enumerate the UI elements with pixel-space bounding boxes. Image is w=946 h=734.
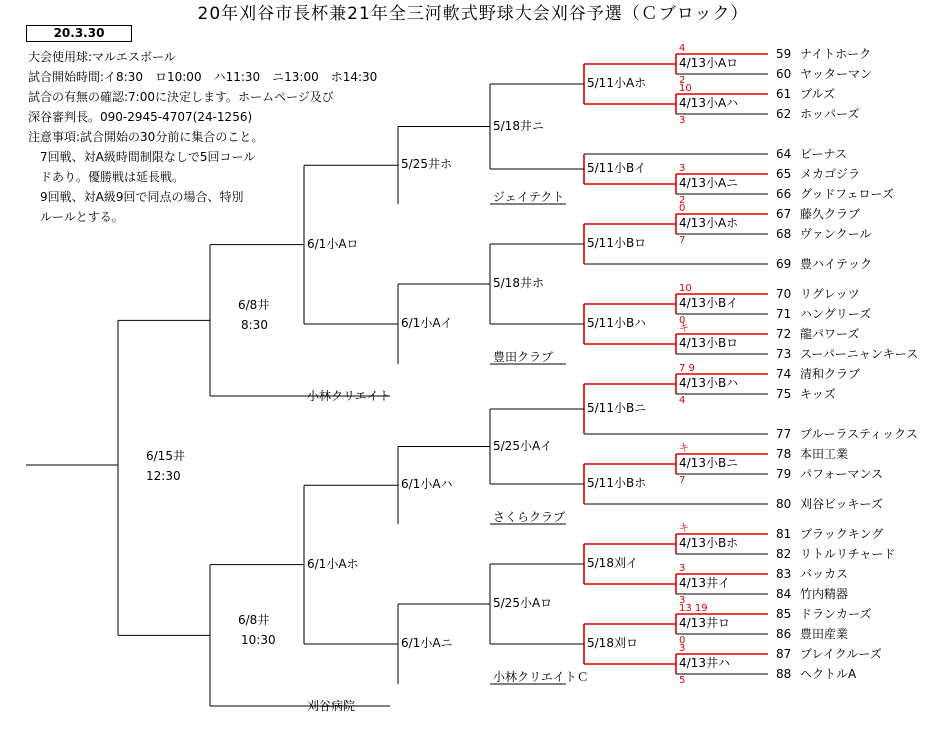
score: 0 (679, 203, 686, 214)
match-time: 10:30 (241, 633, 276, 648)
note-line: 7回戦、対A級時間制限なしで5回コール (28, 150, 256, 164)
match-label: 6/1小Aニ (401, 636, 453, 650)
note-line: 9回戦、対A級9回で同点の場合、特別 (28, 190, 244, 204)
team-name: ヘクトルA (800, 667, 857, 681)
match-label: 5/11小Bニ (587, 401, 647, 415)
team-name: 豊田産業 (800, 627, 849, 641)
team-name: キッズ (800, 387, 836, 401)
score: 0 (679, 315, 686, 326)
team-number: 69 (776, 257, 792, 271)
bye-team: 小林クリエイトＣ (493, 670, 589, 684)
team-name: バッカス (800, 567, 849, 581)
team-number: 72 (776, 327, 792, 341)
team-number: 71 (776, 307, 792, 321)
match-label: 6/8井 (238, 298, 270, 313)
team-name: スーパーニャンキース (800, 347, 919, 361)
team-name: ナイトホーク (800, 47, 872, 61)
team-name: ハングリーズ (800, 307, 872, 321)
note-line: 注意事項:試合開始の30分前に集合のこと。 (28, 130, 264, 144)
team-number: 79 (776, 467, 792, 481)
note-line: ドあり。優勝戦は延長戦。 (28, 170, 185, 184)
team-number: 78 (776, 447, 792, 461)
team-name: ブレイクルーズ (800, 647, 882, 661)
score: 0 (679, 635, 686, 646)
team-name: ブルズ (800, 87, 836, 101)
match-label: 5/11小Aホ (587, 76, 647, 90)
team-name: 清和クラブ (800, 367, 861, 381)
match-label: 6/1小Aロ (307, 236, 359, 251)
team-number: 84 (776, 587, 792, 601)
team-name: 本田工業 (800, 447, 849, 461)
match-label: 4/13小Bホ (679, 536, 739, 550)
team-number: 88 (776, 667, 792, 681)
team-number: 64 (776, 147, 792, 161)
match-time: 8:30 (241, 318, 268, 333)
score: 3 (679, 643, 686, 654)
match-label: 4/13小Aホ (679, 216, 739, 230)
score: キ (679, 523, 689, 534)
team-name: リグレッツ (800, 287, 860, 301)
team-number: 73 (776, 347, 792, 361)
note-line: 大会使用球:マルエスボール (28, 50, 176, 64)
team-name: 豊ハイテック (800, 257, 873, 271)
match-label: 4/13井イ (679, 576, 730, 590)
final-time: 12:30 (146, 469, 181, 483)
team-number: 80 (776, 497, 792, 511)
team-number: 59 (776, 47, 792, 61)
match-label: 5/11小Bホ (587, 476, 647, 490)
team-name: パフォーマンス (800, 467, 884, 481)
match-label: 4/13小Bニ (679, 456, 739, 470)
team-number: 68 (776, 227, 792, 241)
date-badge: 20.3.30 (26, 25, 132, 42)
score: 2 (679, 75, 686, 86)
match-label: 5/25井ホ (401, 157, 452, 172)
score: 7 (679, 475, 686, 486)
bye-team: さくらクラブ (493, 510, 566, 524)
score: 7 (679, 235, 686, 246)
match-label: 4/13井ハ (679, 656, 730, 670)
team-name: 藤久クラブ (800, 207, 861, 221)
team-number: 81 (776, 527, 792, 541)
match-label: 4/13小Aロ (679, 56, 739, 70)
score: 13 19 (679, 603, 708, 614)
match-label: 6/8井 (238, 613, 270, 628)
match-label: 4/13小Aハ (679, 96, 739, 110)
score: 7 9 (679, 363, 695, 374)
team-name: 竹内精器 (800, 587, 849, 601)
team-number: 86 (776, 627, 792, 641)
team-number: 66 (776, 187, 792, 201)
team-number: 74 (776, 367, 792, 381)
match-label: 6/1小Aハ (401, 477, 453, 492)
match-label: 4/13小Bロ (679, 336, 739, 350)
final-label: 6/15井 (146, 449, 185, 463)
match-label: 5/18井ホ (493, 276, 544, 290)
team-number: 70 (776, 287, 792, 301)
score: 3 (679, 163, 686, 174)
match-label: 5/25小Aロ (493, 596, 553, 610)
match-label: 4/13小Bイ (679, 296, 739, 310)
team-name: グッドフェローズ (800, 187, 894, 201)
score: 5 (679, 675, 686, 686)
team-name: ブラックキング (800, 527, 884, 541)
match-label: 6/1小Aイ (401, 316, 453, 330)
score: 10 (679, 283, 692, 294)
score: 4 (679, 43, 686, 54)
match-label: 5/18井ニ (493, 118, 544, 133)
team-name: 刈谷ビッキーズ (800, 497, 883, 511)
score: 10 (679, 83, 692, 94)
team-name: メカゴジラ (800, 167, 861, 181)
score: 4 (679, 395, 686, 406)
match-label: 4/13小Bハ (679, 376, 739, 390)
team-number: 85 (776, 607, 792, 621)
team-number: 61 (776, 87, 792, 101)
match-label: 4/13井ロ (679, 616, 730, 630)
team-name: ヴァンクール (800, 227, 872, 241)
match-label: 5/18刈イ (587, 556, 638, 570)
bye-team: 小林クリエイト (307, 389, 391, 403)
team-number: 77 (776, 427, 792, 441)
match-label: 5/25小Aイ (493, 438, 553, 453)
team-name: ヤッターマン (800, 67, 873, 81)
match-label: 5/11小Bハ (587, 316, 647, 330)
score: キ (679, 443, 689, 454)
team-number: 83 (776, 567, 792, 581)
team-name: ホッパーズ (800, 107, 860, 121)
page-title: 20年刈谷市長杯兼21年全三河軟式野球大会刈谷予選（Ｃブロック） (197, 4, 749, 24)
match-label: 5/11小Bイ (587, 161, 647, 175)
team-name: リトルリチャード (800, 547, 896, 561)
bye-team: 豊田クラブ (493, 350, 554, 364)
team-name: 龍パワーズ (800, 327, 860, 341)
team-number: 87 (776, 647, 792, 661)
team-number: 65 (776, 167, 792, 181)
team-name: ビーナス (800, 147, 848, 161)
note-line: 試合開始時間:イ8:30 ロ10:00 ハ11:30 ニ13:00 ホ14:30 (28, 70, 378, 84)
score: 3 (679, 563, 686, 574)
team-name: ブルーラスティックス (800, 427, 918, 441)
note-line: ルールとする。 (28, 210, 124, 224)
score: 2 (679, 195, 686, 206)
score: 3 (679, 115, 686, 126)
match-label: 5/18刈ロ (587, 636, 638, 650)
team-number: 67 (776, 207, 792, 221)
bye-team: ジェイテクト (493, 190, 565, 204)
match-label: 4/13小Aニ (679, 176, 739, 190)
note-line: 深谷審判長。090-2945-4707(24-1256) (28, 110, 253, 124)
note-line: 試合の有無の確認:7:00に決定します。ホームページ及び (28, 90, 334, 104)
match-label: 5/11小Bロ (587, 236, 647, 250)
team-number: 75 (776, 387, 792, 401)
team-name: ドランカーズ (800, 607, 872, 621)
bye-team: 刈谷病院 (307, 699, 356, 713)
match-label: 6/1小Aホ (307, 556, 359, 571)
score: キ (679, 323, 689, 334)
team-number: 82 (776, 547, 792, 561)
score: 3 (679, 595, 686, 606)
team-number: 60 (776, 67, 792, 81)
team-number: 62 (776, 107, 792, 121)
